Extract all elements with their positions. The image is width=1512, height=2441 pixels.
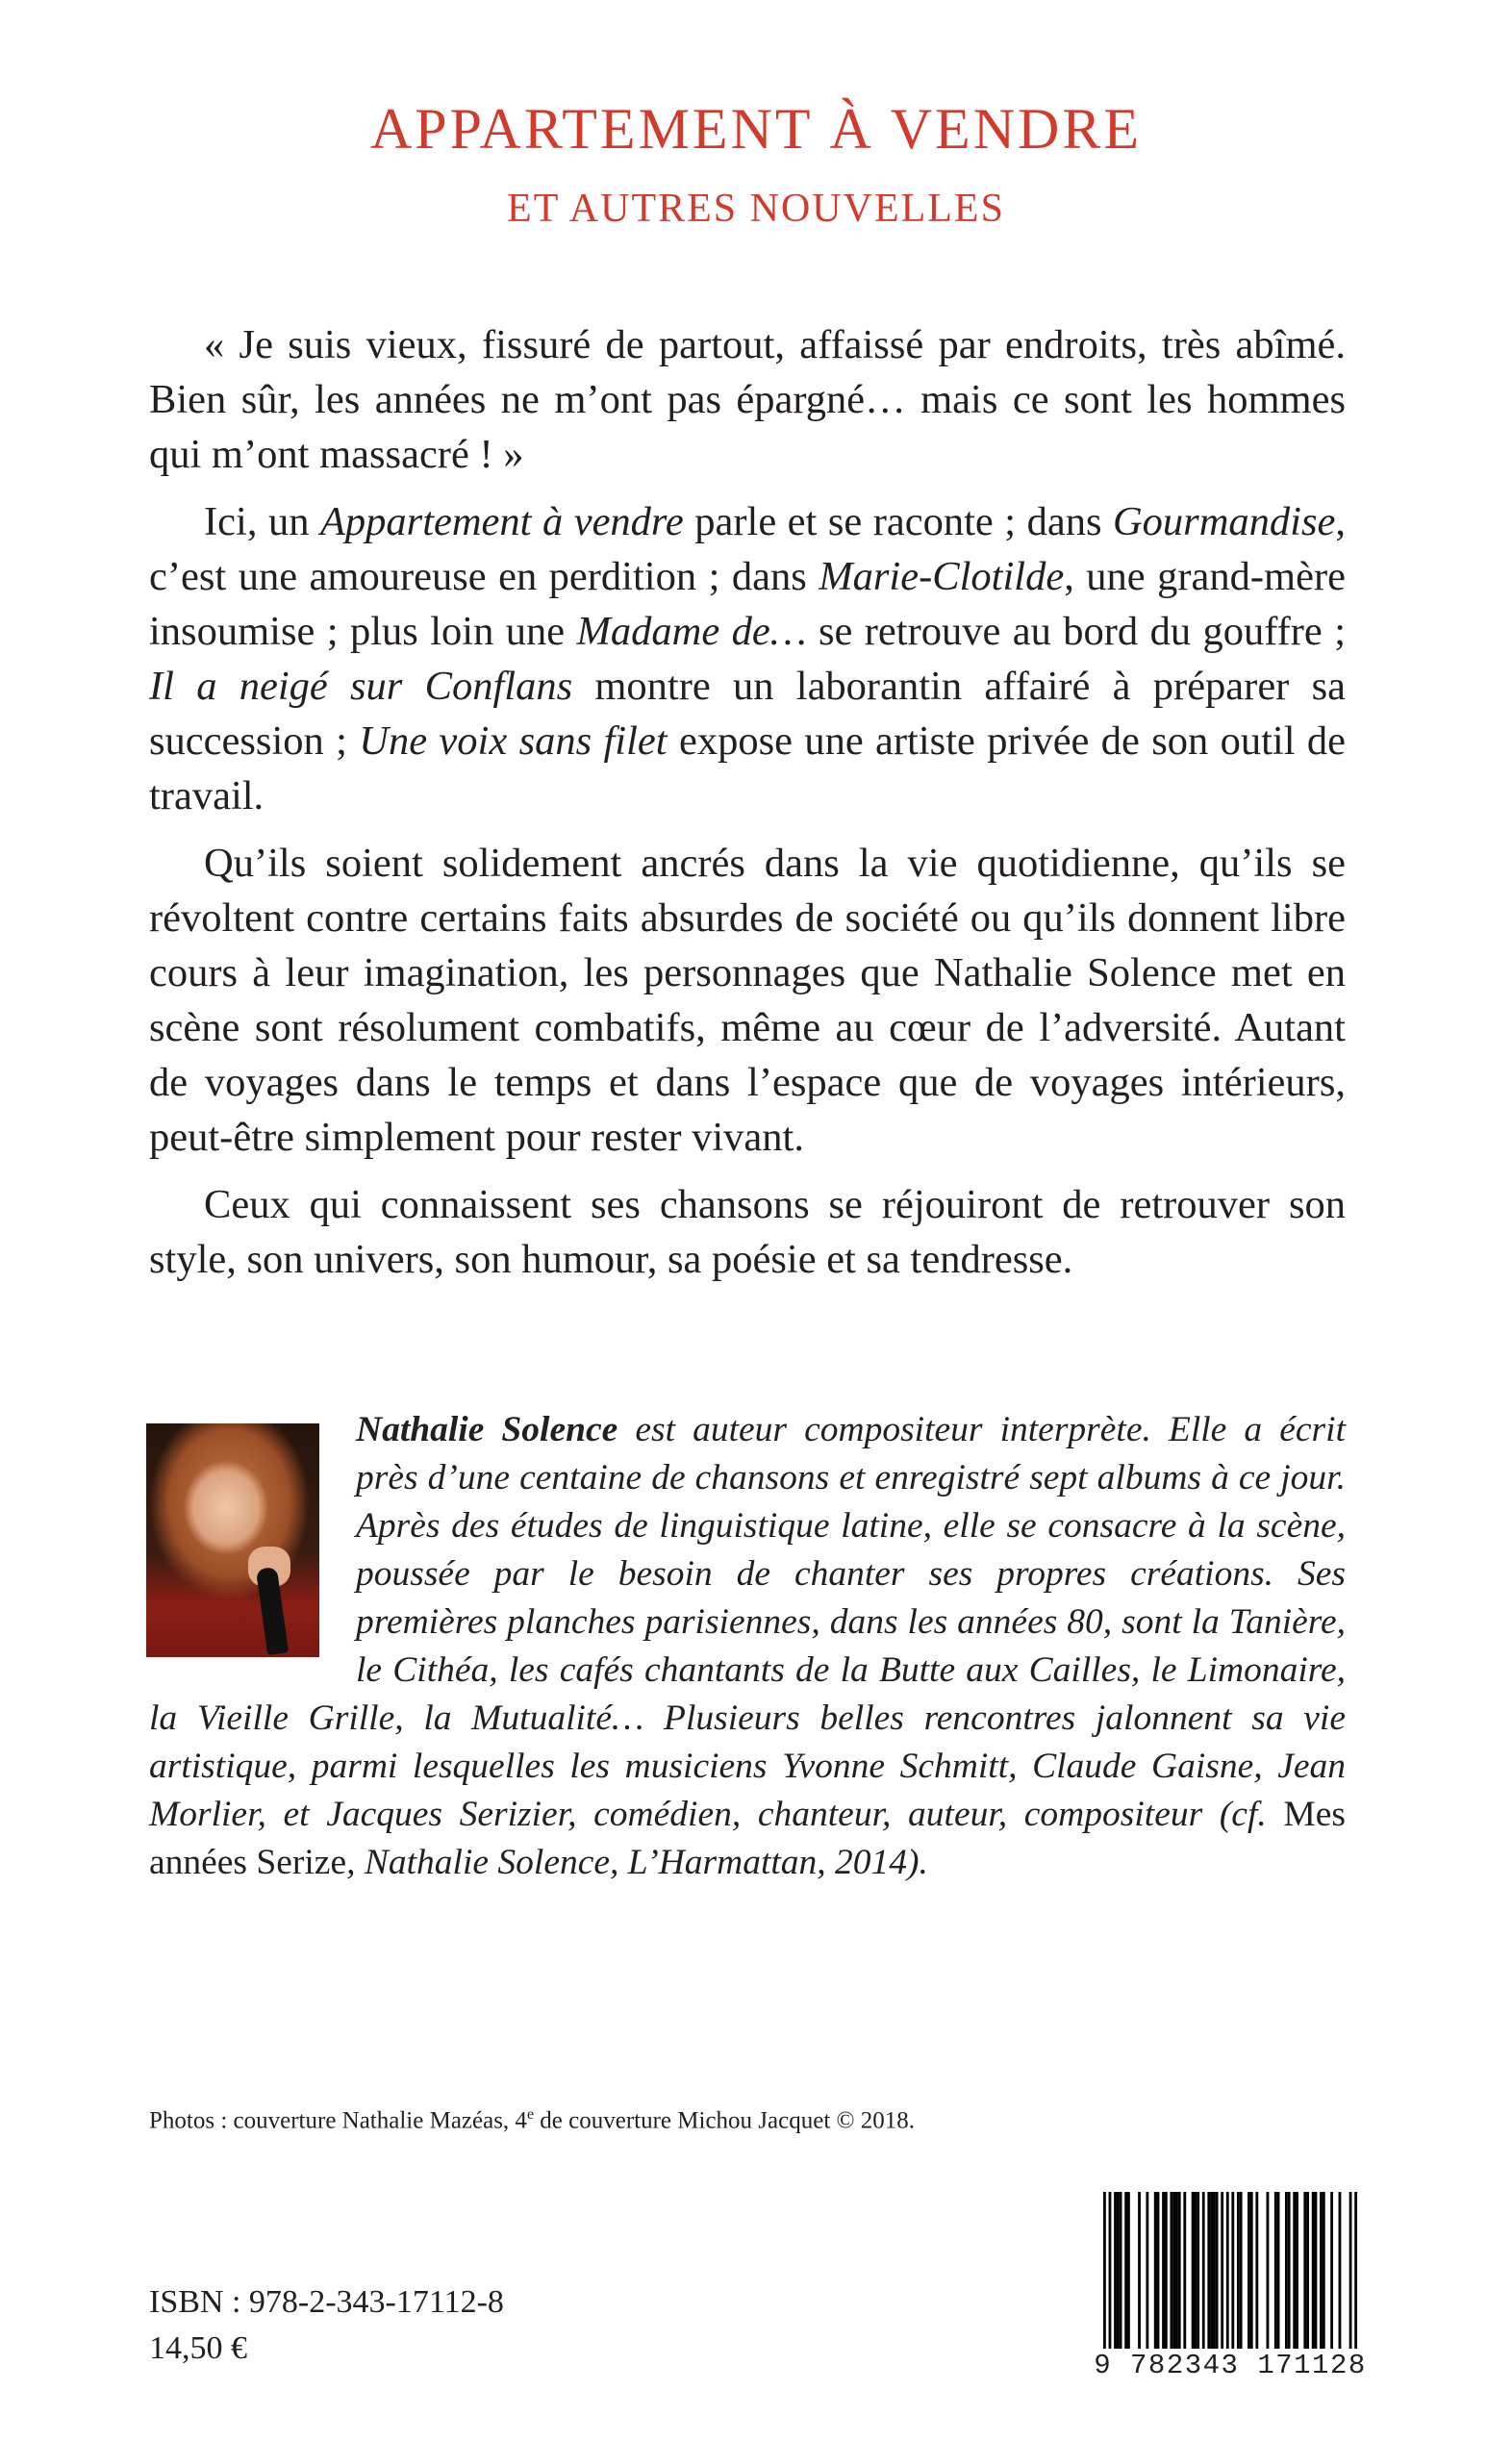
barcode-bar (1267, 2192, 1270, 2353)
barcode-bar (1157, 2192, 1160, 2353)
barcode-bar (1117, 2192, 1120, 2353)
barcode-bar (1240, 2192, 1243, 2353)
blurb-closing: Ceux qui connaissent ses chansons se réjouiront de retrouver son style, son univers, son humour, sa poésie et sa tendresse. (149, 1182, 1346, 1282)
blurb-stories: Ici, un Appartement à vendre parle et se raconte ; dans Gourmandise, c’est une amoureuse en perdition ; dans Marie-Clotilde, une grand-mère insoumise ; plus loin une Madame de… se retrouve au bord du gouffre ; Il a neigé sur Conflans montre un laborantin affairé à préparer sa succession ; Une voix sans filet expose une artiste privée de son outil de travail. (149, 499, 1347, 818)
barcode-bar (1315, 2192, 1318, 2353)
photo-credits: Photos : couverture Nathalie Mazéas, 4e de couverture Michou Jacquet © 2018. (149, 2106, 916, 2134)
barcode-bar (1216, 2192, 1219, 2353)
barcode-bar (1237, 2192, 1240, 2353)
barcode-bar (1192, 2192, 1195, 2353)
barcode-bar (1127, 2192, 1130, 2353)
isbn: ISBN : 978-2-343-17112-8 (149, 2284, 504, 2320)
barcode-bar (1170, 2192, 1172, 2353)
barcode-bar (1320, 2192, 1323, 2353)
barcode-bar (1213, 2192, 1216, 2353)
barcode-bar (1285, 2192, 1288, 2353)
barcode-bar (1277, 2192, 1280, 2353)
barcode-bar (1178, 2192, 1181, 2353)
isbn-price-block (149, 2279, 504, 2372)
barcode-bar (1339, 2192, 1342, 2353)
barcode-bar (1114, 2192, 1117, 2353)
barcode-bar (1247, 2192, 1250, 2353)
barcode-bar (1175, 2192, 1178, 2353)
price: 14,50 € (149, 2330, 247, 2366)
back-cover-blurb (149, 317, 1346, 1299)
barcode-bar (1323, 2192, 1325, 2353)
book-title: APPARTEMENT À VENDRE (369, 97, 1143, 161)
barcode-bar (1165, 2192, 1168, 2353)
barcode-bar (1154, 2192, 1157, 2353)
author-name: Nathalie Solence (356, 1410, 618, 1449)
barcode-bar (1124, 2192, 1127, 2353)
barcode-bar (1288, 2192, 1291, 2353)
barcode-bar (1221, 2192, 1223, 2353)
barcode-bar (1138, 2192, 1141, 2353)
barcode-bar (1162, 2192, 1165, 2353)
barcode-bar (1210, 2192, 1213, 2353)
barcode-bar (1172, 2192, 1175, 2353)
barcode-bar (1120, 2192, 1122, 2353)
barcode-bar (1312, 2192, 1315, 2353)
blurb-quote: « Je suis vieux, fissuré de partout, affaissé par endroits, très abîmé. Bien sûr, les années ne m’ont pas épargné… mais ce sont les hommes qui m’ont massacré ! » (149, 322, 1346, 477)
barcode-bar (1255, 2192, 1258, 2353)
blurb-characters: Qu’ils soient solidement ancrés dans la vie quotidienne, qu’ils se révoltent contre certains faits absurdes de société ou qu’ils donnent libre cours à leur imagination, les personnages que Nathalie Solence met en scène sont résolument combatifs, même au cœur de l’adversité. Autant de voyages dans le temps et dans l’espace que de voyages intérieurs, peut-être simplement pour rester vivant. (149, 841, 1346, 1160)
barcode-bar (1197, 2192, 1199, 2353)
barcode-bar (1296, 2192, 1298, 2353)
barcode-bar (1202, 2192, 1205, 2353)
author-bio: Nathalie Solence est auteur compositeur interprète. Elle a écrit près d’une centaine de chansons et enregistré sept albums à ce jour. Après des études de linguistique latine, elle se consacre à la scène, poussée par le besoin de chanter ses propres créations. Ses premières planches parisiennes, dans les années 80, sont la Tanière, le Cithéa, les cafés chantants de la Butte aux Cailles, le Limonaire, la Vieille Grille, la Mutualité… Plusieurs belles rencontres jalonnent sa vie artistique, parmi lesquelles les musiciens Yvonne Schmitt, Claude Gaisne, Jean Morlier, et Jacques Serizier, comédien, chanteur, auteur, compositeur (cf. Mes années Serize, Nathalie Solence, L’Harmattan, 2014). (149, 1410, 1346, 1882)
barcode-bar (1250, 2192, 1253, 2353)
barcode-bar (1303, 2192, 1306, 2353)
barcode-bar (1293, 2192, 1296, 2353)
barcode-bar (1330, 2192, 1333, 2353)
barcode-bar (1274, 2192, 1277, 2353)
book-subtitle: ET AUTRES NOUVELLES (507, 187, 1005, 231)
book-reference: Mes années Serize (149, 1795, 1346, 1882)
barcode-digits: 9 782343 171128 (1086, 2349, 1374, 2383)
barcode-bar (1194, 2192, 1197, 2353)
barcode-bar (1183, 2192, 1186, 2353)
barcode-bar (1146, 2192, 1148, 2353)
barcode-bar (1306, 2192, 1309, 2353)
barcode-bar (1207, 2192, 1210, 2353)
